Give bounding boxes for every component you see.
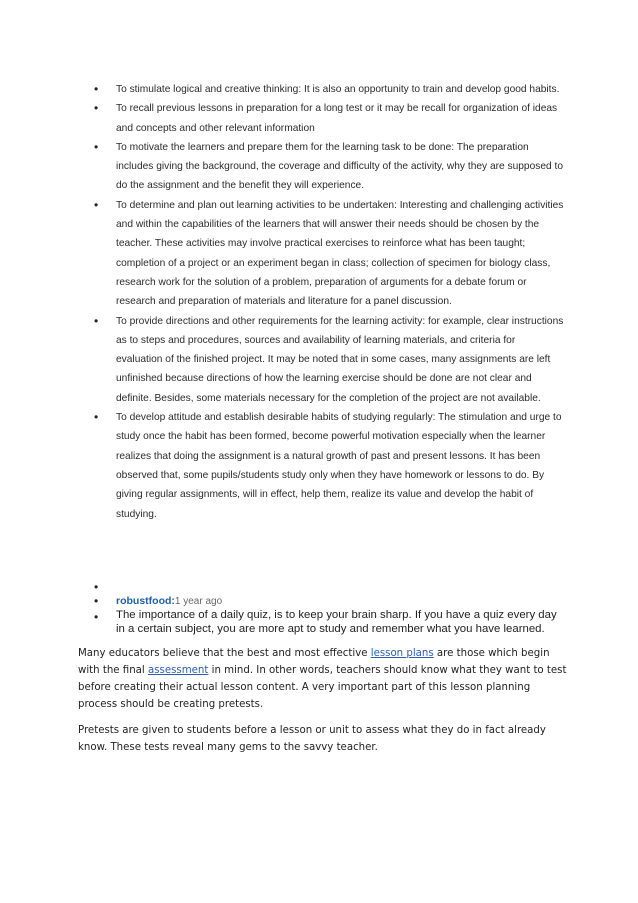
paragraph-text: are those which begin with the final [78, 648, 550, 676]
empty-list-item [94, 580, 564, 594]
list-item: • To provide directions and other requirements for the learning activity: for example, clear instructions as to steps and procedures, sources and availability of learning materials, and criteria for evaluation of the finished project. It may be noted that in some cases, many assignments are left unfinished because directions of how the learning exercise should be done are not clear and definite. Besides, some materials necessary for the completion of the project are not available. [94, 312, 564, 408]
comment-time: 1 year ago [174, 596, 223, 607]
paragraph-text: in mind. In other words, teachers should know what they want to test before creating their actual lesson content. A very important part of this lesson planning process should be creating pretests. [78, 665, 567, 710]
list-item: • To develop attitude and establish desirable habits of studying regularly: The stimulation and urge to study once the habit has been formed, become powerful motivation especially when the learner realizes that doing the assignment is a natural growth of past and present lessons. It has been observed that, some pupils/students study only when they have homework or lessons to do. By giving regular assignments, will in effect, help them, realize its value and develop the habit of studying. [94, 408, 564, 524]
list-item: • To recall previous lessons in preparation for a long test or it may be recall for organization of ideas and concepts and other relevant information [94, 99, 564, 138]
list-item: • To motivate the learners and prepare them for the learning task to be done: The preparation includes giving the background, the coverage and difficulty of the activity, why they are supposed to do the assignment and the benefit they will experience. [94, 138, 564, 196]
comment-text: • The importance of a daily quiz, is to keep your brain sharp. If you have a quiz every day in a certain subject, you are more apt to study and remember what you have learned. [94, 609, 564, 636]
comment-list [94, 580, 564, 636]
comment-author-link[interactable]: robustfood: [116, 595, 175, 607]
comment-header [94, 594, 564, 609]
list-item: • To determine and plan out learning activities to be undertaken: Interesting and challenging activities and within the capabilities of the learners that will answer their needs should be chosen by the teacher. These activities may involve practical exercises to reinforce what has been taught; completion of a project or an experiment began in class; collection of specimen for biology class, research work for the solution of a problem, preparation of arguments for a debate forum or research and preparation of materials and literature for a panel discussion. [94, 196, 564, 312]
paragraph-lesson-plans [78, 645, 568, 713]
paragraph-pretests: Pretests are given to students before a lesson or unit to assess what they do in fact already know. These tests reveal many gems to the savvy teacher. [78, 725, 546, 753]
objectives-list [94, 80, 564, 524]
assessment-link[interactable]: assessment [148, 665, 209, 676]
lesson-plans-link[interactable]: lesson plans [370, 648, 434, 659]
list-item: • To stimulate logical and creative thinking: It is also an opportunity to train and develop good habits. [94, 80, 564, 99]
paragraph-text: Many educators believe that the best and most effective [78, 648, 371, 659]
